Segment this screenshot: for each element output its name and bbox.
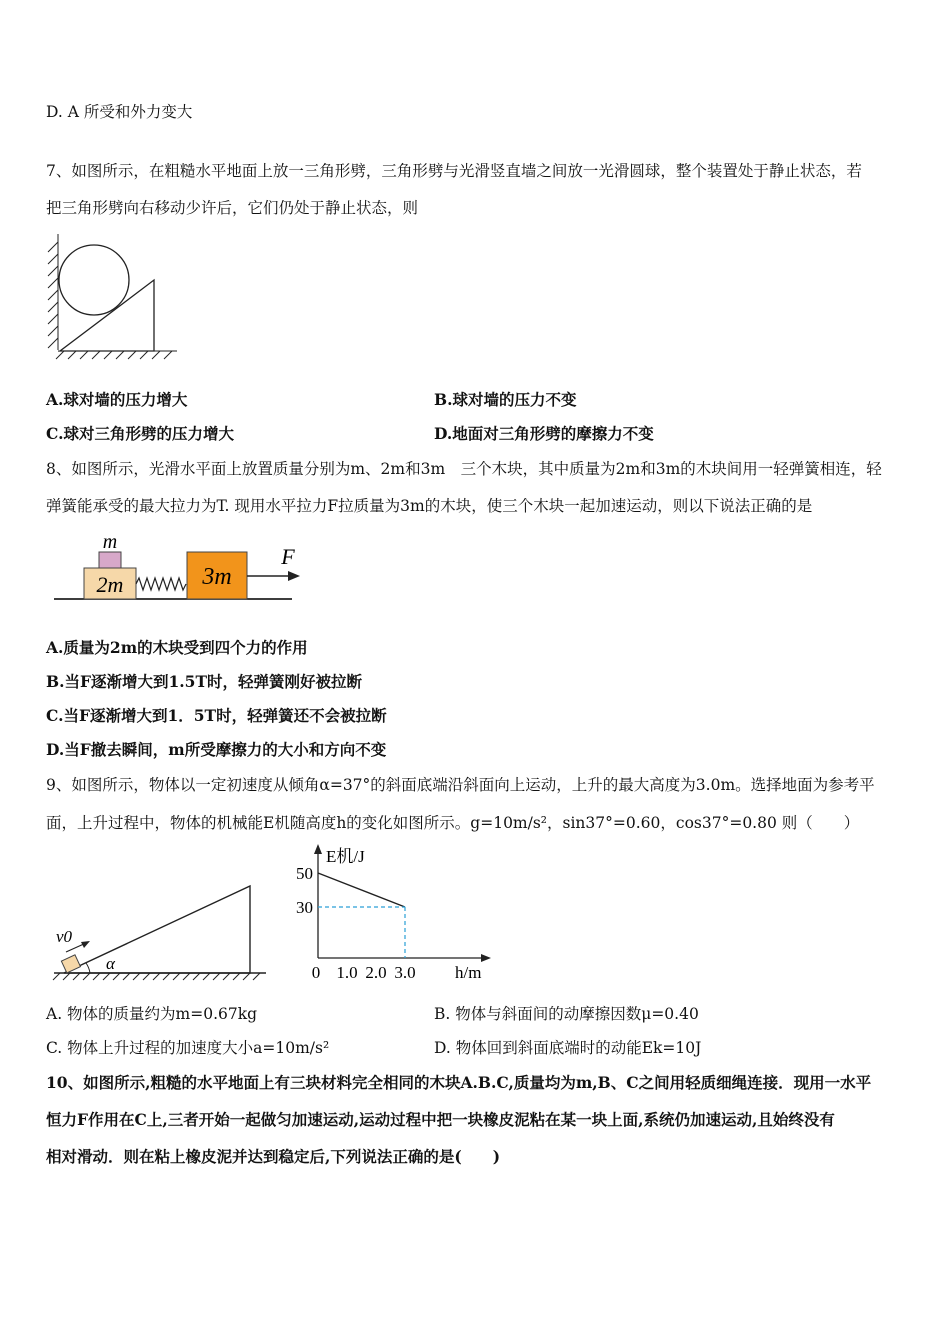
q8-label-3m: 3m	[202, 564, 232, 590]
q8-label-2m: 2m	[96, 572, 124, 597]
q7-stem-line-1: 7、如图所示，在粗糙水平地面上放一三角形劈，三角形劈与光滑竖直墙之间放一光滑圆球，整个装置处于静止状态，若	[46, 162, 862, 180]
q9-option-a: A. 物体的质量约为m=0.67kg	[46, 1005, 258, 1023]
q7-option-b: B.球对墙的压力不变	[434, 390, 577, 409]
q9-stem-line-2: 面，上升过程中，物体的机械能E机随高度h的变化如图所示。g=10m/s²，sin37°=0.60，cos37°=0.80 则（ ）	[46, 814, 860, 832]
q8-label-f: F	[281, 544, 295, 569]
energy-line	[318, 873, 405, 907]
q8-stem-line-2: 弹簧能承受的最大拉力为T. 现用水平拉力F拉质量为3m的木块，使三个木块一起加速运动，则以下说法正确的是	[46, 497, 813, 515]
q9-figure-incline	[50, 880, 270, 985]
x-tick-label: 1.0	[336, 963, 358, 982]
q7-option-c: C.球对三角形劈的压力增大	[46, 424, 234, 443]
y-tick-label: 30	[296, 898, 313, 917]
y-axis-arrow	[314, 844, 322, 854]
q10-stem-line-3: 相对滑动．则在粘上橡皮泥并达到稳定后,下列说法正确的是( )	[46, 1147, 501, 1166]
x-axis-arrow	[481, 954, 491, 962]
q8-option-c: C.当F逐渐增大到1．5T时，轻弹簧还不会被拉断	[46, 706, 387, 725]
q7-option-d: D.地面对三角形劈的摩擦力不变	[434, 424, 654, 443]
y-tick-label: 50	[296, 864, 313, 883]
x-axis-label: h/m	[455, 963, 482, 982]
q10-stem-line-1: 10、如图所示,粗糙的水平地面上有三块材料完全相同的木块A.B.C,质量均为m,B、C之间用轻质细绳连接．现用一水平	[46, 1073, 872, 1092]
q8-option-b: B.当F逐渐增大到1.5T时，轻弹簧刚好被拉断	[46, 672, 363, 691]
q9-option-b: B. 物体与斜面间的动摩擦因数μ=0.40	[434, 1005, 699, 1023]
q10-stem-line-2: 恒力F作用在C上,三者开始一起做匀加速运动,运动过程中把一块橡皮泥粘在某一块上面,系统仍加速运动,且始终没有	[46, 1110, 835, 1129]
q7-option-a: A.球对墙的压力增大	[46, 390, 188, 409]
q8-option-d: D.当F撤去瞬间，m所受摩擦力的大小和方向不变	[46, 740, 387, 759]
y-axis-label: E机/J	[326, 847, 365, 866]
q8-stem-line-1: 8、如图所示，光滑水平面上放置质量分别为m、2m和3m 三个木块，其中质量为2m和3m的木块间用一轻弹簧相连，轻	[46, 460, 882, 478]
x-tick-label: 0	[311, 963, 321, 982]
q7-figure-ball-wedge	[40, 230, 185, 360]
x-tick-label: 3.0	[394, 963, 416, 982]
q9-energy-height-chart	[285, 842, 500, 987]
q9-label-alpha: α	[106, 954, 115, 973]
x-tick-label: 2.0	[365, 963, 387, 982]
q8-option-a: A.质量为2m的木块受到四个力的作用	[46, 638, 308, 657]
q9-label-v0: v0	[56, 927, 73, 946]
q8-label-m: m	[102, 531, 118, 553]
q9-option-c: C. 物体上升过程的加速度大小a=10m/s²	[46, 1039, 330, 1057]
q7-stem-line-2: 把三角形劈向右移动少许后，它们仍处于静止状态，则	[46, 199, 419, 217]
q9-stem-line-1: 9、如图所示，物体以一定初速度从倾角α=37°的斜面底端沿斜面向上运动，上升的最大高度为3.0m。选择地面为参考平	[46, 776, 875, 794]
q9-option-d: D. 物体回到斜面底端时的动能Ek=10J	[434, 1039, 702, 1057]
q6-option-d: D. A 所受和外力变大	[46, 103, 193, 121]
q8-figure-blocks-spring	[50, 528, 310, 608]
